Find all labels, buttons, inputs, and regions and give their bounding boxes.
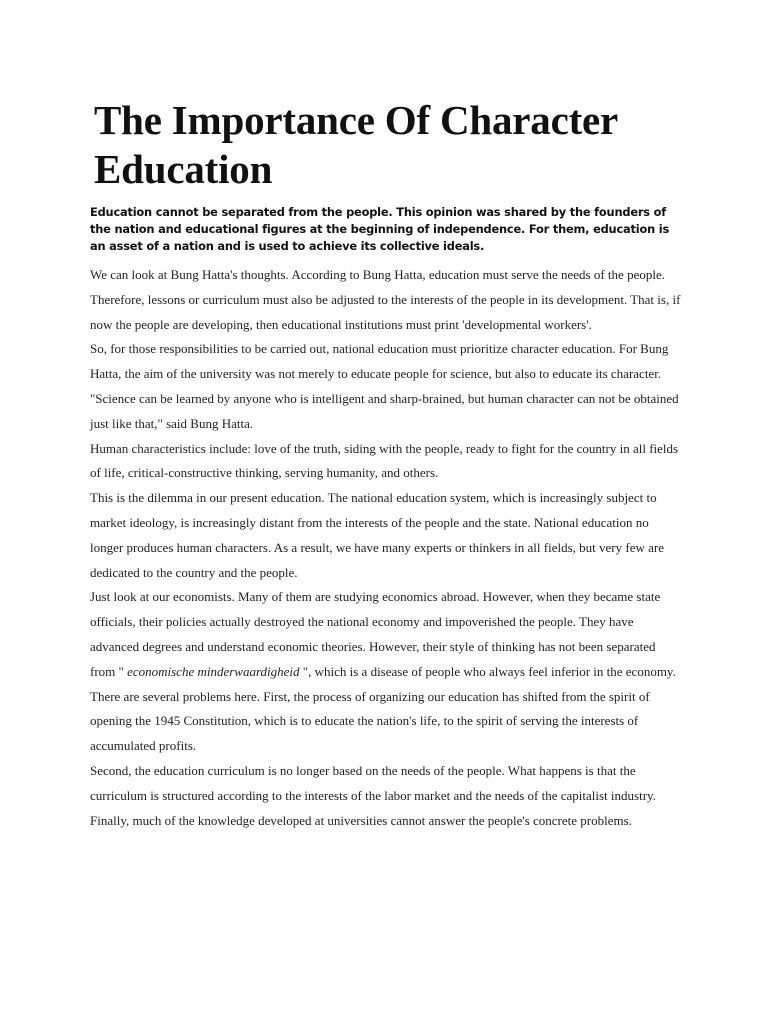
- paragraph-text: ", which is a disease of people who always feel inferior in the economy.: [299, 663, 676, 679]
- paragraph: So, for those responsibilities to be carried out, national education must prioritize character education. For Bung Hatta, the aim of the university was not merely to educate people for science, but also to educate its character. "Science can be learned by anyone who is intelligent and sharp-brained, but human character can not be obtained just like that," said Bung Hatta.: [90, 341, 679, 431]
- document-page: [90, 96, 682, 833]
- paragraph: Human characteristics include: love of the truth, siding with the people, ready to fight for the country in all fields of life, critical-constructive thinking, serving humanity, and others.: [90, 440, 679, 481]
- paragraph: We can look at Bung Hatta's thoughts. According to Bung Hatta, education must serve the needs of the people. Therefore, lessons or curriculum must also be adjusted to the interests of the people in its development. That is, if now the people are developing, then educational institutions must print 'developmental workers'.: [90, 267, 681, 332]
- paragraph: There are several problems here. First, the process of organizing our education has shifted from the spirit of opening the 1945 Constitution, which is to educate the nation's life, to the spirit of serving the interests of accumulated profits.: [90, 688, 650, 754]
- article-title: The Importance Of Character Education: [94, 97, 618, 192]
- italic-term: economische minderwaardigheid: [127, 663, 300, 679]
- article-lead: Education cannot be separated from the people. This opinion was shared by the founders of the nation and educational figures at the beginning of independence. For them, education is an asset of a nation and is used to achieve its collective ideals.: [90, 205, 670, 253]
- article-body: [90, 263, 682, 833]
- paragraph-text: Just look at our economists. Many of them are studying economics abroad. However, when they became state officials, their policies actually destroyed the national economy and impoverished the people. They have advanced degrees and understand economic theories. However, their style of thinking has not been separated from ": [90, 589, 661, 679]
- paragraph: This is the dilemma in our present education. The national education system, which is increasingly subject to market ideology, is increasingly distant from the interests of the people and the state. National education no longer produces human characters. As a result, we have many experts or thinkers in all fields, but very few are dedicated to the country and the people.: [90, 490, 664, 580]
- paragraph: [90, 585, 682, 684]
- paragraph: Second, the education curriculum is no longer based on the needs of the people. What happens is that the curriculum is structured according to the interests of the labor market and the needs of the capitalist industry. Finally, much of the knowledge developed at universities cannot answer the people's concrete problems.: [90, 762, 656, 828]
